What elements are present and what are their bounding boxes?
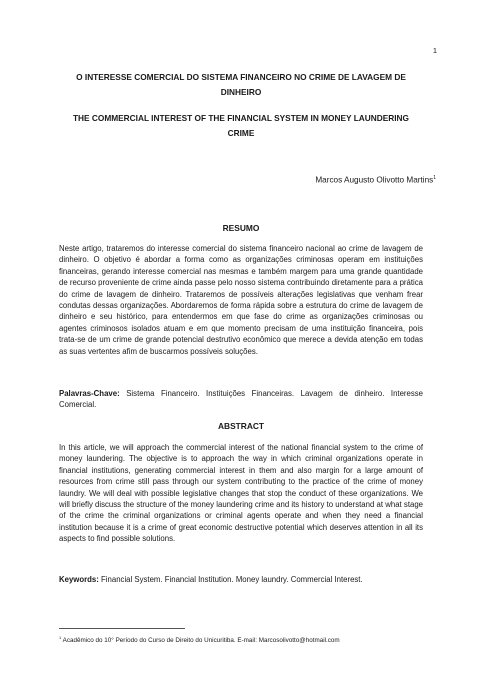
palavras-chave-text: Sistema Financeiro. Instituições Financeiras. Lavagem de dinheiro. Interesse Comercial.: [59, 389, 423, 410]
resumo-body: Neste artigo, trataremos do interesse comercial do sistema financeiro nacional ao crime de lavagem de dinheiro. O objetivo é abordar a forma como as organizações criminosas operam em instituições financeiras, gerando interesse comercial nas mesmas e também margem para uma grande quantidade de recurso proveniente de crime ainda passe pelo nosso sistema contribuindo diretamente para a prática do crime de lavagem de dinheiro. Trataremos de possíveis alterações legislativas que venham frear condutas dessas organizações. Abordaremos de forma rápida sobre a estrutura do crime de lavagem de dinheiro e seu histórico, para entendermos em que fase do crime as organizações criminosas ou agentes criminosos isolados atuam e em que momento precisam de uma instituição financeira, pois trata-se de um crime de grande potencial destrutivo econômico que merece a devida atenção em todas as suas vertentes afim de buscarmos possíveis soluções.: [59, 244, 423, 356]
resumo-heading: RESUMO: [222, 223, 260, 233]
keywords-text: Financial System. Financial Institution. Money laundry. Commercial Interest.: [101, 575, 363, 584]
footnote-mark: 1: [59, 635, 62, 640]
footnote-text: Acadêmico do 10° Período do Curso de Direito do Unicuritiba. E-mail: Marcosolivotto@hotmail.com: [62, 637, 340, 645]
author-footnote-mark: 1: [433, 175, 436, 181]
palavras-chave: [59, 388, 423, 411]
footnote-divider: [59, 628, 185, 629]
keywords: [59, 574, 423, 585]
keywords-label: Keywords:: [59, 575, 99, 584]
title-english: THE COMMERCIAL INTEREST OF THE FINANCIAL SYSTEM IN MONEY LAUNDERING CRIME: [72, 113, 410, 138]
title-portuguese: O INTERESSE COMERCIAL DO SISTEMA FINANCEIRO NO CRIME DE LAVAGEM DE DINHEIRO: [76, 72, 406, 97]
abstract-body: In this article, we will approach the commercial interest of the national financial system to the crime of money laundering. The objective is to approach the way in which criminal organizations operate in financial institutions, generating commercial interest in them and also margin for a large amount of resources from crime still pass through our system contributing to the practice of the crime of money laundry. We will deal with possible legislative changes that stop the conduct of these organizations. We will briefly discuss the structure of the money laundering crime and its history to understand at what stage of the crime the criminal organizations or criminal agents operate and when they need a financial institution because it is a crime of great economic destructive potential which deserves attention in all its aspects to find possible solutions.: [59, 443, 423, 544]
abstract-heading: ABSTRACT: [217, 421, 265, 431]
author-name: Marcos Augusto Olivotto Martins: [315, 175, 434, 185]
page-number: 1: [432, 46, 437, 55]
footnote: [59, 633, 439, 645]
palavras-chave-label: Palavras-Chave:: [59, 389, 120, 398]
author-line: [315, 175, 436, 185]
